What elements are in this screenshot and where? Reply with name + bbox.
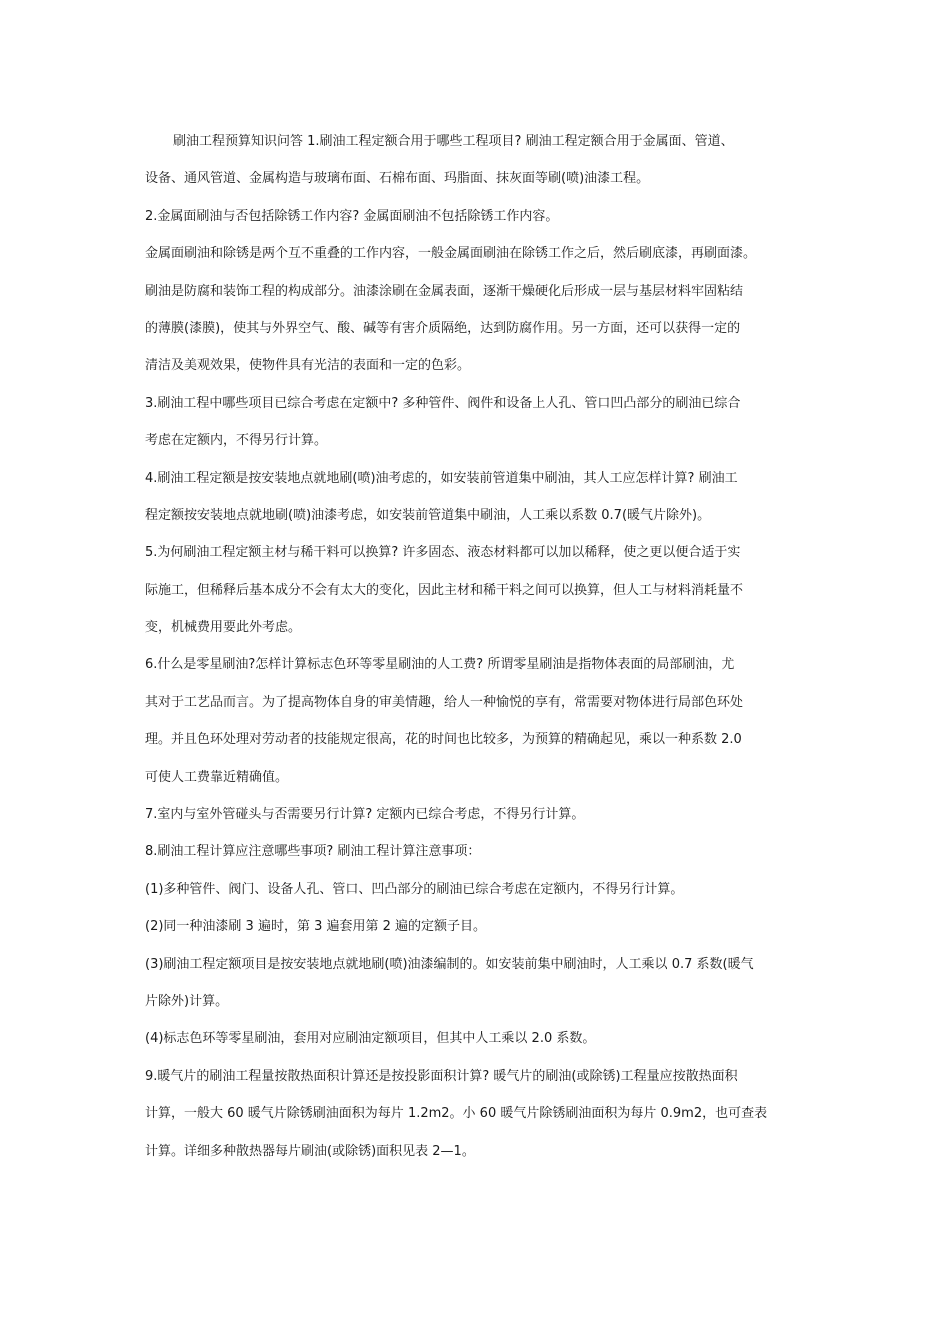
paragraph-line: (2)同一种油漆刷 3 遍时，第 3 遍套用第 2 遍的定额子目。 (145, 919, 487, 935)
paragraph-line: 片除外)计算。 (145, 993, 229, 1009)
paragraph-line: (1)多种管件、阀门、设备人孔、管口、凹凸部分的刷油已综合考虑在定额内，不得另行计算。 (145, 881, 684, 897)
paragraph-line: 6.什么是零星刷油?怎样计算标志色环等零星刷油的人工费? 所谓零星刷油是指物体表面的局部刷油，尤 (145, 657, 735, 673)
paragraph-line: 变，机械费用要此外考虑。 (145, 620, 302, 636)
paragraph-line: 清洁及美观效果，使物件具有光洁的表面和一定的色彩。 (145, 358, 471, 374)
paragraph-line: 3.刷油工程中哪些项目已综合考虑在定额中? 多种管件、阀件和设备上人孔、管口凹凸部分的刷油已综合 (145, 395, 741, 411)
paragraph-line: 的薄膜(漆膜)，使其与外界空气、酸、碱等有害介质隔绝，达到防腐作用。另一方面，还可以获得一定的 (145, 320, 741, 336)
paragraph-line: 7.室内与室外管碰头与否需要另行计算? 定额内已综合考虑，不得另行计算。 (145, 807, 585, 823)
paragraph-line: 程定额按安装地点就地刷(喷)油漆考虑，如安装前管道集中刷油，人工乘以系数 0.7(暖气片除外)。 (145, 507, 711, 523)
paragraph-line: 金属面刷油和除锈是两个互不重叠的工作内容，一般金属面刷油在除锈工作之后，然后刷底漆，再刷面漆。 (145, 246, 757, 262)
paragraph-line: 计算。详细多种散热器每片刷油(或除锈)面积见表 2—1。 (145, 1143, 475, 1159)
paragraph-line: (3)刷油工程定额项目是按安装地点就地刷(喷)油漆编制的。如安装前集中刷油时，人工乘以 0.7 系数(暖气 (145, 956, 754, 972)
paragraph-line: 9.暖气片的刷油工程量按散热面积计算还是按投影面积计算? 暖气片的刷油(或除锈)工程量应按散热面积 (145, 1068, 738, 1084)
paragraph-line: 其对于工艺品而言。为了提高物体自身的审美情趣，给人一种愉悦的享有，常需要对物体进行局部色环处 (145, 694, 744, 710)
paragraph-line: 5.为何刷油工程定额主材与稀干料可以换算? 许多固态、液态材料都可以加以稀释，使之更以便合适于实 (145, 545, 741, 561)
paragraph-line: 际施工，但稀释后基本成分不会有太大的变化，因此主材和稀干料之间可以换算，但人工与材料消耗量不 (145, 582, 744, 598)
paragraph-line: (4)标志色环等零星刷油，套用对应刷油定额项目，但其中人工乘以 2.0 系数。 (145, 1031, 596, 1047)
paragraph-line: 理。并且色环处理对劳动者的技能规定很高，花的时间也比较多，为预算的精确起见，乘以一种系数 2.0 (145, 732, 742, 748)
document-body (145, 123, 810, 1170)
paragraph-line: 设备、通风管道、金属构造与玻璃布面、石棉布面、玛脂面、抹灰面等刷(喷)油漆工程。 (145, 171, 650, 187)
paragraph-line: 考虑在定额内，不得另行计算。 (145, 433, 328, 449)
paragraph-line: 刷油是防腐和装饰工程的构成部分。油漆涂刷在金属表面，逐渐干燥硬化后形成一层与基层材料牢固粘结 (145, 283, 744, 299)
paragraph-line: 刷油工程预算知识问答 1.刷油工程定额合用于哪些工程项目? 刷油工程定额合用于金属面、管道、 (173, 134, 734, 149)
paragraph-line: 2.金属面刷油与否包括除锈工作内容? 金属面刷油不包括除锈工作内容。 (145, 208, 559, 224)
paragraph-line: 可使人工费靠近精确值。 (145, 769, 289, 785)
paragraph-line: 计算，一般大 60 暖气片除锈刷油面积为每片 1.2m2。小 60 暖气片除锈刷油面积为每片 0.9m2，也可查表 (145, 1106, 768, 1122)
paragraph-line: 8.刷油工程计算应注意哪些事项? 刷油工程计算注意事项： (145, 844, 481, 860)
paragraph-line: 4.刷油工程定额是按安装地点就地刷(喷)油考虑的，如安装前管道集中刷油，其人工应怎样计算? 刷油工 (145, 470, 738, 486)
